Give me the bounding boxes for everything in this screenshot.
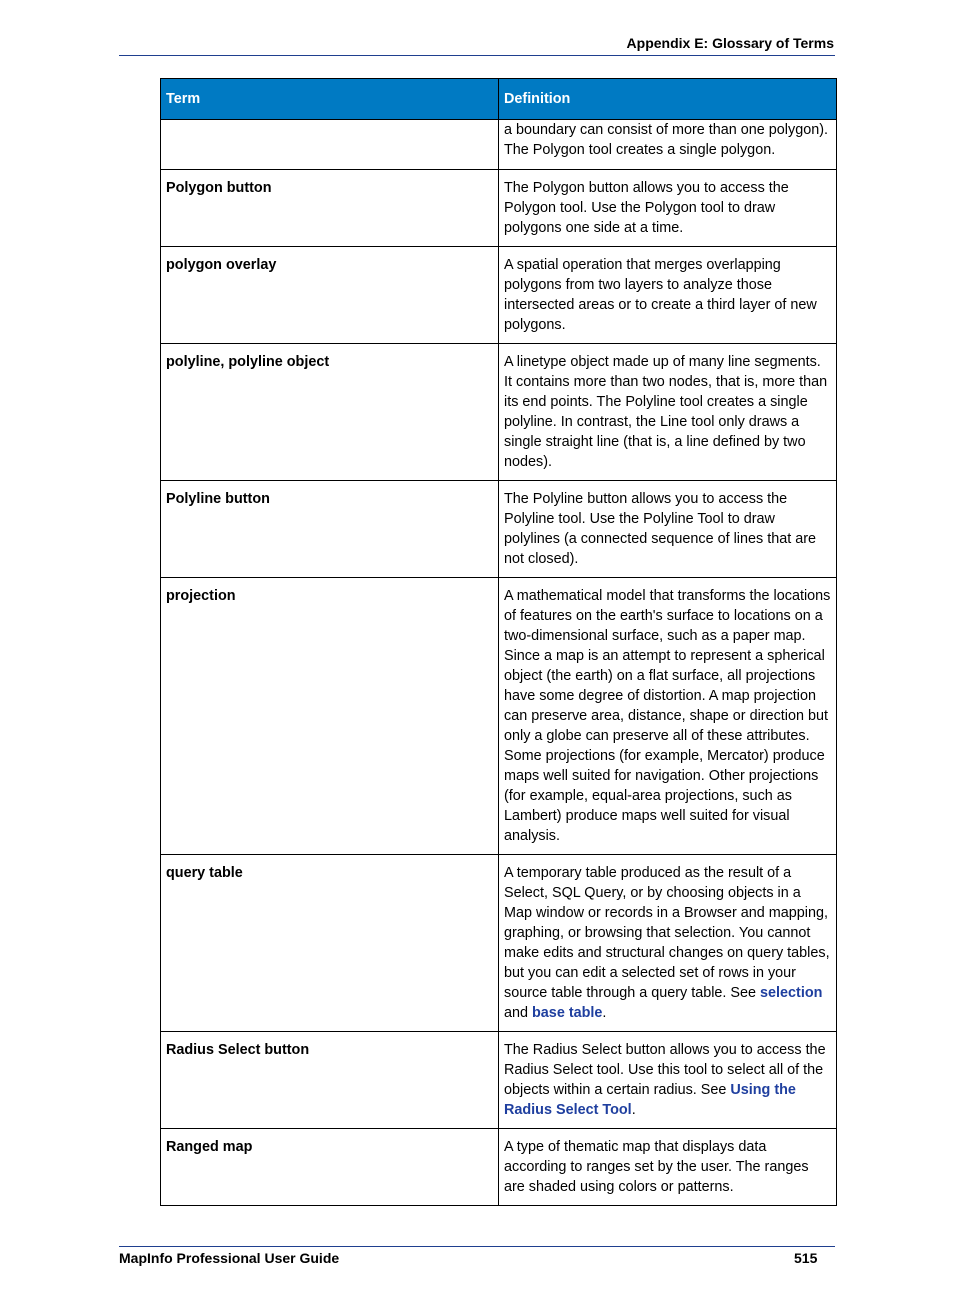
- definition-cell: a boundary can consist of more than one polygon). The Polygon tool creates a single polygon.: [499, 120, 837, 170]
- link-selection[interactable]: selection: [760, 985, 823, 1001]
- glossary-table: [160, 78, 837, 1206]
- term-cell: polyline, polyline object: [161, 344, 499, 481]
- definition-cell: [499, 855, 837, 1032]
- table-row: [161, 247, 837, 344]
- table-row: [161, 344, 837, 481]
- page-number: 515: [794, 1250, 818, 1266]
- table-row: [161, 1129, 837, 1206]
- table-row: [161, 855, 837, 1032]
- definition-text: A temporary table produced as the result of a Select, SQL Query, or by choosing objects in a Map window or records in a Browser and mapping, graphing, or browsing that selection. You cannot make edits and structural changes on query tables, but you can edit a selected set of rows in your source table through a query table. See: [504, 865, 830, 1001]
- column-header-definition: Definition: [499, 79, 837, 120]
- table-row: [161, 120, 837, 170]
- link-using-radius-select-tool[interactable]: Using the Radius Select Tool: [504, 1082, 796, 1118]
- link-base-table[interactable]: base table: [532, 1005, 603, 1021]
- definition-cell: [499, 1032, 837, 1129]
- column-header-term: Term: [161, 79, 499, 120]
- term-cell: query table: [161, 855, 499, 1032]
- term-cell: Polyline button: [161, 481, 499, 578]
- term-cell: polygon overlay: [161, 247, 499, 344]
- definition-cell: The Polyline button allows you to access the Polyline tool. Use the Polyline Tool to draw polylines (a connected sequence of lines that are not closed).: [499, 481, 837, 578]
- term-cell: Ranged map: [161, 1129, 499, 1206]
- running-header-title: Appendix E: Glossary of Terms: [626, 35, 834, 51]
- definition-text: .: [631, 1102, 636, 1118]
- definition-cell: A linetype object made up of many line segments. It contains more than two nodes, that is, more than its end points. The Polyline tool creates a single polyline. In contrast, the Line tool only draws a single straight line (that is, a line defined by two nodes).: [499, 344, 837, 481]
- table-row: [161, 1032, 837, 1129]
- definition-cell: A type of thematic map that displays data according to ranges set by the user. The ranges are shaded using colors or patterns.: [499, 1129, 837, 1206]
- definition-text: and: [504, 1005, 533, 1021]
- table-row: [161, 170, 837, 247]
- definition-cell: A spatial operation that merges overlapping polygons from two layers to analyze those intersected areas or to create a third layer of new polygons.: [499, 247, 837, 344]
- footer-divider: [119, 1246, 835, 1247]
- definition-text: .: [602, 1005, 607, 1021]
- term-cell: projection: [161, 578, 499, 855]
- table-row: [161, 481, 837, 578]
- definition-cell: A mathematical model that transforms the locations of features on the earth's surface to locations on a two-dimensional surface, such as a paper map. Since a map is an attempt to represent a spherical object (the earth) on a flat surface, all projections have some degree of distortion. A map projection can preserve area, distance, shape or direction but only a globe can preserve all of these attributes. Some projections (for example, Mercator) produce maps well suited for navigation. Other projections (for example, equal-area projections, such as Lambert) produce maps well suited for visual analysis.: [499, 578, 837, 855]
- term-cell: Polygon button: [161, 170, 499, 247]
- table-header-row: [161, 79, 837, 120]
- footer-guide-title: MapInfo Professional User Guide: [119, 1250, 340, 1266]
- table-row: [161, 578, 837, 855]
- header-divider: [119, 55, 835, 56]
- term-cell: Radius Select button: [161, 1032, 499, 1129]
- term-cell: [161, 120, 499, 170]
- definition-text: The Radius Select button allows you to access the Radius Select tool. Use this tool to select all of the objects within a certain radius. See: [504, 1042, 826, 1098]
- definition-cell: The Polygon button allows you to access the Polygon tool. Use the Polygon tool to draw polygons one side at a time.: [499, 170, 837, 247]
